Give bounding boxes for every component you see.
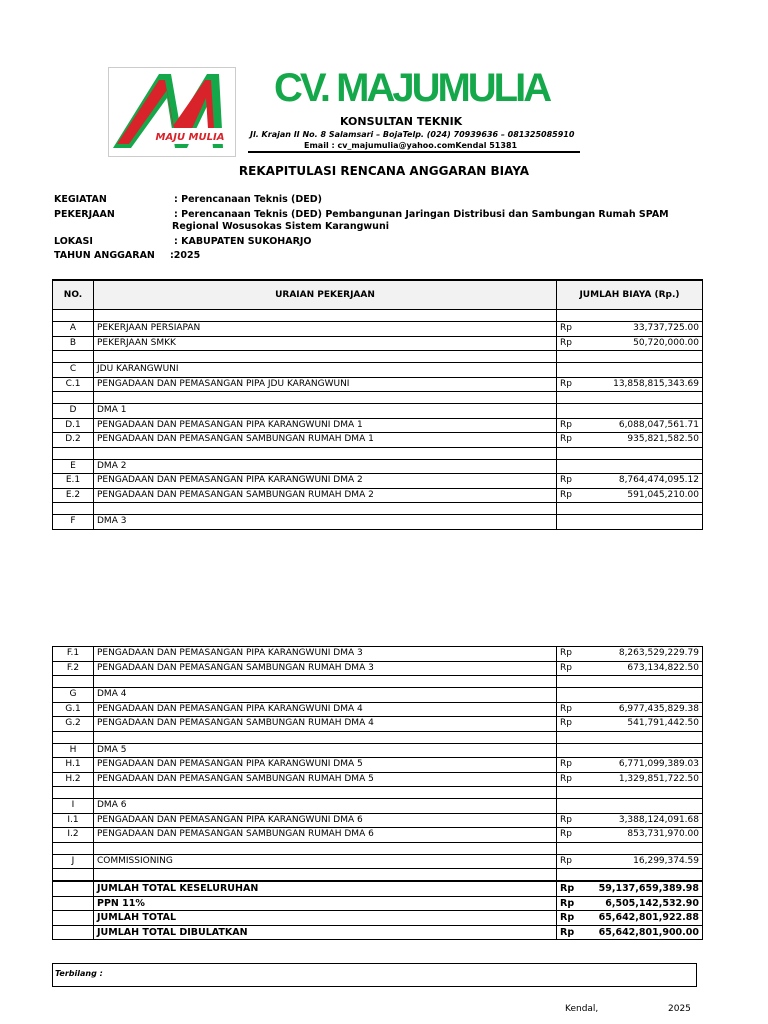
row-currency: Rp — [557, 661, 584, 676]
row-desc: DMA 6 — [94, 799, 557, 814]
table-row — [53, 447, 703, 459]
row-no: H — [53, 743, 94, 758]
row-desc: DMA 2 — [94, 459, 557, 474]
row-amount — [583, 310, 703, 322]
row-amount — [583, 842, 703, 854]
summary-amount: 6,505,142,532.90 — [583, 896, 703, 911]
table-row — [53, 702, 703, 717]
row-no — [53, 351, 94, 363]
row-no: F.1 — [53, 647, 94, 662]
row-desc: COMMISSIONING — [94, 854, 557, 869]
summary-currency: Rp — [557, 896, 584, 911]
row-desc: PENGADAAN DAN PEMASANGAN SAMBUNGAN RUMAH DMA 4 — [94, 717, 557, 732]
row-amount: 16,299,374.59 — [583, 854, 703, 869]
table-row — [53, 787, 703, 799]
row-currency: Rp — [557, 474, 584, 489]
row-currency — [557, 310, 584, 322]
budget-table-part2 — [52, 646, 703, 940]
table-row — [53, 310, 703, 322]
header-amount: JUMLAH BIAYA (Rp.) — [557, 280, 703, 310]
row-amount — [583, 447, 703, 459]
logo-text: MAJU MULIA — [155, 132, 225, 143]
row-amount: 541,791,442.50 — [583, 717, 703, 732]
table-header-row — [53, 280, 703, 310]
row-currency: Rp — [557, 758, 584, 773]
row-no — [53, 787, 94, 799]
row-amount — [583, 787, 703, 799]
row-amount — [583, 731, 703, 743]
table-row — [53, 828, 703, 843]
row-amount: 8,263,529,229.79 — [583, 647, 703, 662]
row-amount: 591,045,210.00 — [583, 488, 703, 503]
row-amount: 6,977,435,829.38 — [583, 702, 703, 717]
row-amount — [583, 869, 703, 882]
row-desc: DMA 3 — [94, 515, 557, 530]
info-pekerjaan — [54, 209, 669, 220]
row-amount — [583, 351, 703, 363]
row-desc: PENGADAAN DAN PEMASANGAN PIPA JDU KARANGWUNI — [94, 377, 557, 392]
row-desc: PENGADAAN DAN PEMASANGAN PIPA KARANGWUNI DMA 1 — [94, 418, 557, 433]
row-no — [53, 731, 94, 743]
summary-no — [53, 896, 94, 911]
row-desc — [94, 731, 557, 743]
table-row — [53, 503, 703, 515]
table-row — [53, 418, 703, 433]
table-row — [53, 363, 703, 378]
row-no: G.1 — [53, 702, 94, 717]
row-currency: Rp — [557, 433, 584, 448]
info-kegiatan — [54, 194, 323, 205]
summary-no — [53, 925, 94, 940]
row-amount — [583, 688, 703, 703]
row-currency: Rp — [557, 377, 584, 392]
summary-amount: 59,137,659,389.98 — [583, 881, 703, 896]
header-desc: URAIAN PEKERJAAN — [94, 280, 557, 310]
row-desc: DMA 1 — [94, 404, 557, 419]
terbilang-label: Terbilang : — [55, 969, 103, 978]
table-row — [53, 854, 703, 869]
row-currency: Rp — [557, 488, 584, 503]
table-row — [53, 474, 703, 489]
table-row — [53, 459, 703, 474]
table-row — [53, 404, 703, 419]
table-row — [53, 488, 703, 503]
row-currency: Rp — [557, 854, 584, 869]
row-desc — [94, 787, 557, 799]
row-amount — [583, 363, 703, 378]
row-no: D.1 — [53, 418, 94, 433]
summary-label: JUMLAH TOTAL KESELURUHAN — [94, 881, 557, 896]
row-amount: 33,737,725.00 — [583, 322, 703, 337]
row-desc: PENGADAAN DAN PEMASANGAN PIPA KARANGWUNI DMA 2 — [94, 474, 557, 489]
row-desc: PENGADAAN DAN PEMASANGAN SAMBUNGAN RUMAH DMA 2 — [94, 488, 557, 503]
summary-row — [53, 896, 703, 911]
info-value: :2025 — [170, 250, 201, 261]
row-no: H.1 — [53, 758, 94, 773]
summary-amount: 65,642,801,922.88 — [583, 911, 703, 926]
row-currency — [557, 869, 584, 882]
row-currency: Rp — [557, 418, 584, 433]
row-no: E — [53, 459, 94, 474]
info-value: Regional Wosusokas Sistem Karangwuni — [172, 221, 389, 232]
summary-amount: 65,642,801,900.00 — [583, 925, 703, 940]
row-currency — [557, 363, 584, 378]
info-label: KEGIATAN — [54, 194, 107, 205]
summary-currency: Rp — [557, 911, 584, 926]
row-amount: 8,764,474,095.12 — [583, 474, 703, 489]
table-row — [53, 661, 703, 676]
row-currency — [557, 351, 584, 363]
table-row — [53, 717, 703, 732]
table-row — [53, 433, 703, 448]
row-currency: Rp — [557, 813, 584, 828]
row-amount: 935,821,582.50 — [583, 433, 703, 448]
row-amount — [583, 799, 703, 814]
row-no: F.2 — [53, 661, 94, 676]
info-label: TAHUN ANGGARAN — [54, 250, 155, 261]
row-desc: PENGADAAN DAN PEMASANGAN SAMBUNGAN RUMAH DMA 6 — [94, 828, 557, 843]
summary-no — [53, 881, 94, 896]
table-row — [53, 392, 703, 404]
row-amount: 3,388,124,091.68 — [583, 813, 703, 828]
row-amount: 6,771,099,389.03 — [583, 758, 703, 773]
row-desc — [94, 310, 557, 322]
info-lokasi — [54, 236, 312, 247]
row-no: F — [53, 515, 94, 530]
table-row — [53, 377, 703, 392]
sign-place: Kendal, — [565, 1004, 599, 1014]
row-amount: 13,858,815,343.69 — [583, 377, 703, 392]
row-amount — [583, 743, 703, 758]
row-no — [53, 676, 94, 688]
row-no: I.1 — [53, 813, 94, 828]
row-desc: JDU KARANGWUNI — [94, 363, 557, 378]
row-no: E.1 — [53, 474, 94, 489]
table-row — [53, 676, 703, 688]
row-desc: DMA 5 — [94, 743, 557, 758]
row-currency: Rp — [557, 772, 584, 787]
row-desc — [94, 447, 557, 459]
header-no: NO. — [53, 280, 94, 310]
row-desc: PENGADAAN DAN PEMASANGAN PIPA KARANGWUNI DMA 5 — [94, 758, 557, 773]
row-no: D — [53, 404, 94, 419]
row-currency — [557, 842, 584, 854]
row-currency — [557, 447, 584, 459]
row-no — [53, 310, 94, 322]
table-row — [53, 351, 703, 363]
row-desc: PEKERJAAN PERSIAPAN — [94, 322, 557, 337]
terbilang-box — [52, 963, 697, 987]
row-currency: Rp — [557, 336, 584, 351]
summary-label: PPN 11% — [94, 896, 557, 911]
row-no: B — [53, 336, 94, 351]
company-logo — [108, 67, 236, 157]
row-currency: Rp — [557, 322, 584, 337]
info-value: : Perencanaan Teknis (DED) Pembangunan Jaringan Distribusi dan Sambungan Rumah SPAM — [174, 209, 669, 220]
row-desc: PENGADAAN DAN PEMASANGAN SAMBUNGAN RUMAH DMA 1 — [94, 433, 557, 448]
row-no: D.2 — [53, 433, 94, 448]
row-no: H.2 — [53, 772, 94, 787]
row-currency — [557, 515, 584, 530]
summary-row — [53, 911, 703, 926]
table-row — [53, 322, 703, 337]
table-row — [53, 515, 703, 530]
summary-row — [53, 925, 703, 940]
row-no — [53, 503, 94, 515]
company-email: Email : cv_majumulia@yahoo.comKendal 51381 — [304, 141, 518, 150]
row-desc: DMA 4 — [94, 688, 557, 703]
row-no: E.2 — [53, 488, 94, 503]
row-amount — [583, 459, 703, 474]
row-desc — [94, 842, 557, 854]
row-currency — [557, 688, 584, 703]
row-desc: PENGADAAN DAN PEMASANGAN PIPA KARANGWUNI DMA 6 — [94, 813, 557, 828]
row-no: C — [53, 363, 94, 378]
info-value: : Perencanaan Teknis (DED) — [174, 194, 323, 205]
table-row — [53, 772, 703, 787]
table-row — [53, 813, 703, 828]
row-desc: PENGADAAN DAN PEMASANGAN PIPA KARANGWUNI DMA 3 — [94, 647, 557, 662]
budget-table-part1 — [52, 279, 703, 530]
row-desc: PENGADAAN DAN PEMASANGAN SAMBUNGAN RUMAH DMA 5 — [94, 772, 557, 787]
summary-row — [53, 881, 703, 896]
row-currency: Rp — [557, 828, 584, 843]
table-row — [53, 869, 703, 882]
row-currency — [557, 676, 584, 688]
row-desc: PENGADAAN DAN PEMASANGAN PIPA KARANGWUNI DMA 4 — [94, 702, 557, 717]
row-currency — [557, 787, 584, 799]
row-amount — [583, 404, 703, 419]
row-no: C.1 — [53, 377, 94, 392]
row-desc — [94, 351, 557, 363]
company-subtitle: KONSULTAN TEKNIK — [340, 115, 463, 128]
row-amount: 50,720,000.00 — [583, 336, 703, 351]
row-no: I — [53, 799, 94, 814]
row-desc — [94, 869, 557, 882]
row-amount — [583, 676, 703, 688]
row-currency — [557, 743, 584, 758]
row-amount — [583, 392, 703, 404]
row-desc — [94, 392, 557, 404]
table-row — [53, 647, 703, 662]
document-title: REKAPITULASI RENCANA ANGGARAN BIAYA — [238, 164, 530, 178]
row-no: J — [53, 854, 94, 869]
row-currency: Rp — [557, 647, 584, 662]
summary-label: JUMLAH TOTAL — [94, 911, 557, 926]
row-currency: Rp — [557, 702, 584, 717]
row-currency — [557, 731, 584, 743]
row-desc — [94, 503, 557, 515]
row-amount — [583, 503, 703, 515]
table-row — [53, 688, 703, 703]
info-label: PEKERJAAN — [54, 209, 115, 220]
company-name: CV. MAJUMULIA — [274, 66, 550, 110]
info-label: LOKASI — [54, 236, 93, 247]
row-amount: 673,134,822.50 — [583, 661, 703, 676]
table-row — [53, 336, 703, 351]
header-divider — [248, 151, 580, 153]
info-value: : KABUPATEN SUKOHARJO — [174, 236, 312, 247]
row-amount: 853,731,970.00 — [583, 828, 703, 843]
table-row — [53, 758, 703, 773]
table-row — [53, 743, 703, 758]
row-desc — [94, 676, 557, 688]
info-tahun — [54, 250, 201, 261]
summary-currency: Rp — [557, 925, 584, 940]
row-currency — [557, 404, 584, 419]
row-no: I.2 — [53, 828, 94, 843]
row-currency: Rp — [557, 717, 584, 732]
row-no: A — [53, 322, 94, 337]
row-no — [53, 392, 94, 404]
row-currency — [557, 799, 584, 814]
summary-label: JUMLAH TOTAL DIBULATKAN — [94, 925, 557, 940]
table-row — [53, 799, 703, 814]
row-no: G.2 — [53, 717, 94, 732]
summary-no — [53, 911, 94, 926]
row-no — [53, 447, 94, 459]
row-amount: 1,329,851,722.50 — [583, 772, 703, 787]
company-address: Jl. Krajan II No. 8 Salamsari – BojaTelp. (024) 70939636 – 081325085910 — [250, 130, 575, 139]
row-amount: 6,088,047,561.71 — [583, 418, 703, 433]
row-currency — [557, 392, 584, 404]
row-desc: PENGADAAN DAN PEMASANGAN SAMBUNGAN RUMAH DMA 3 — [94, 661, 557, 676]
row-no — [53, 869, 94, 882]
row-no — [53, 842, 94, 854]
row-no: G — [53, 688, 94, 703]
sign-year: 2025 — [668, 1004, 691, 1014]
row-amount — [583, 515, 703, 530]
row-currency — [557, 503, 584, 515]
summary-currency: Rp — [557, 881, 584, 896]
table-row — [53, 842, 703, 854]
row-currency — [557, 459, 584, 474]
table-row — [53, 731, 703, 743]
row-desc: PEKERJAAN SMKK — [94, 336, 557, 351]
